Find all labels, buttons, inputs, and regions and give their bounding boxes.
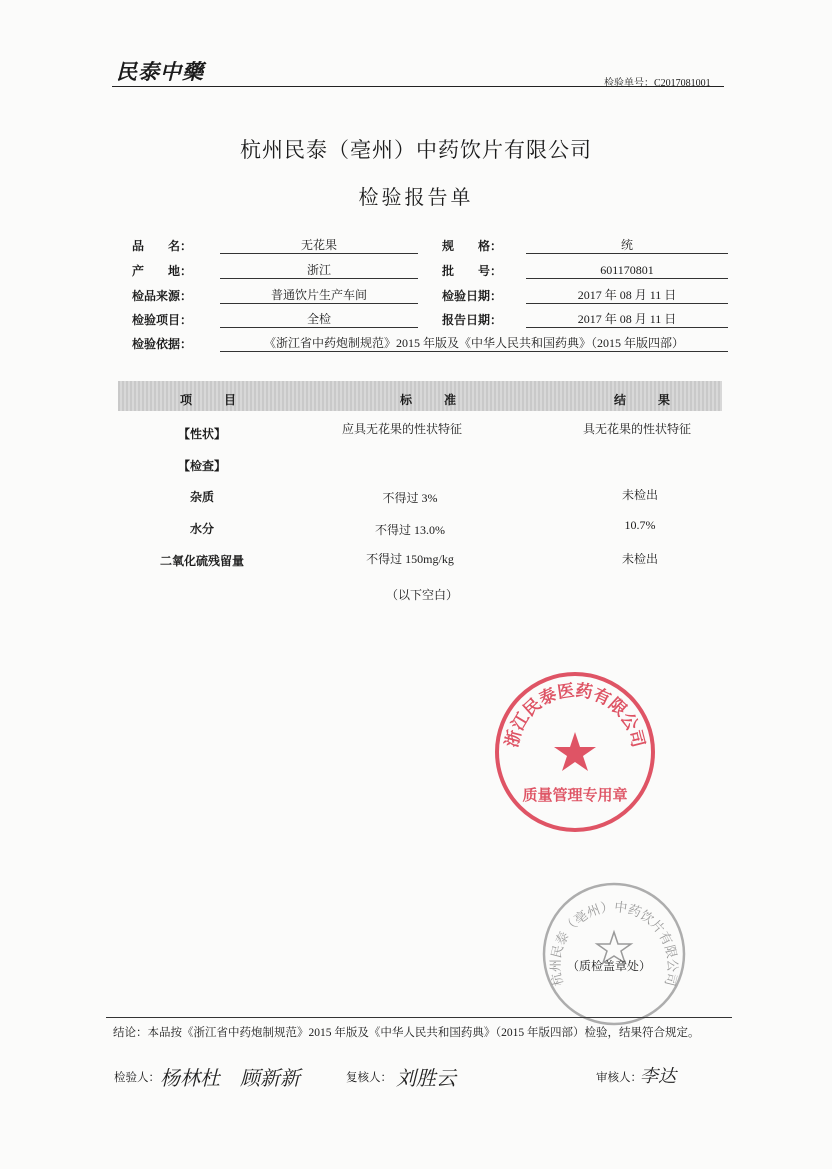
reviewer-signature: 刘胜云: [396, 1066, 456, 1090]
blank-below-note: （以下空白）: [385, 588, 458, 602]
header-divider: [112, 86, 724, 87]
auditor-signature: 李达: [640, 1066, 676, 1087]
spec-label: 规 格：: [442, 239, 503, 253]
red-seal-bottom-text: 质量管理专用章: [522, 786, 628, 804]
row-result: 未检出: [621, 488, 658, 502]
red-seal-top-text: 浙江民泰医药有限公司: [502, 680, 648, 750]
report-number: 检验单号：C2017081001: [604, 78, 711, 89]
basis-label: 检验依据：: [132, 337, 193, 351]
column-header-standard: 标 准: [400, 393, 467, 407]
character-standard: 应具无花果的性状特征: [341, 422, 462, 436]
product-label: 品 名：: [132, 239, 193, 253]
conclusion-text: 结论：本品按《浙江省中药炮制规范》2015 年版及《中华人民共和国药典》（2015 年版四部）检验，结果符合规定。: [113, 1027, 700, 1039]
company-logo: 民泰中藥: [116, 60, 204, 84]
batch-value: 601170801: [526, 262, 728, 279]
row-result: 未检出: [621, 552, 658, 566]
section-check: 【检查】: [177, 459, 226, 473]
seal-placement-note: （质检盖章处）: [567, 959, 652, 973]
character-result: 具无花果的性状特征: [582, 422, 691, 436]
origin-label: 产 地：: [132, 264, 193, 278]
source-value: 普通饮片生产车间: [220, 287, 418, 304]
origin-value: 浙江: [220, 262, 418, 279]
row-item: 水分: [189, 522, 214, 536]
row-standard: 不得过 13.0%: [375, 523, 445, 537]
report-date-value: 2017 年 08 月 11 日: [526, 311, 728, 328]
batch-label: 批 号：: [442, 264, 503, 278]
document-title: 检验报告单: [358, 185, 474, 209]
items-label: 检验项目：: [132, 313, 193, 327]
svg-text:杭州民泰（亳州）中药饮片有限公司: [548, 899, 679, 987]
section-character: 【性状】: [177, 427, 226, 441]
source-label: 检品来源：: [132, 289, 193, 303]
row-item: 二氧化硫残留量: [159, 554, 244, 568]
column-header-item: 项 目: [180, 393, 247, 407]
row-item: 杂质: [189, 490, 214, 504]
test-date-label: 检验日期：: [442, 289, 503, 303]
row-result: 10.7%: [624, 518, 656, 532]
basis-value: 《浙江省中药炮制规范》2015 年版及《中华人民共和国药典》（2015 年版四部）: [220, 335, 728, 352]
report-date-label: 报告日期：: [442, 313, 503, 327]
quality-seal-stamp: [493, 670, 657, 834]
column-header-result: 结 果: [614, 393, 681, 407]
inspector-signature: 杨林杜 顾新新: [160, 1066, 300, 1090]
spec-value: 统: [526, 237, 728, 254]
inspector-label: 检验人：: [114, 1072, 160, 1084]
test-date-value: 2017 年 08 月 11 日: [526, 287, 728, 304]
row-standard: 不得过 150mg/kg: [366, 552, 454, 566]
conclusion-divider: [106, 1017, 732, 1018]
items-value: 全检: [220, 311, 418, 328]
row-standard: 不得过 3%: [382, 491, 438, 505]
product-value: 无花果: [220, 237, 418, 254]
auditor-label: 审核人：: [596, 1072, 642, 1084]
company-title: 杭州民泰（亳州）中药饮片有限公司: [240, 138, 592, 162]
reviewer-label: 复核人：: [346, 1072, 392, 1084]
gray-seal-arc-text: 杭州民泰（亳州）中药饮片有限公司: [548, 900, 680, 988]
company-seal-stamp: [540, 880, 688, 1028]
star-icon: [554, 732, 596, 771]
